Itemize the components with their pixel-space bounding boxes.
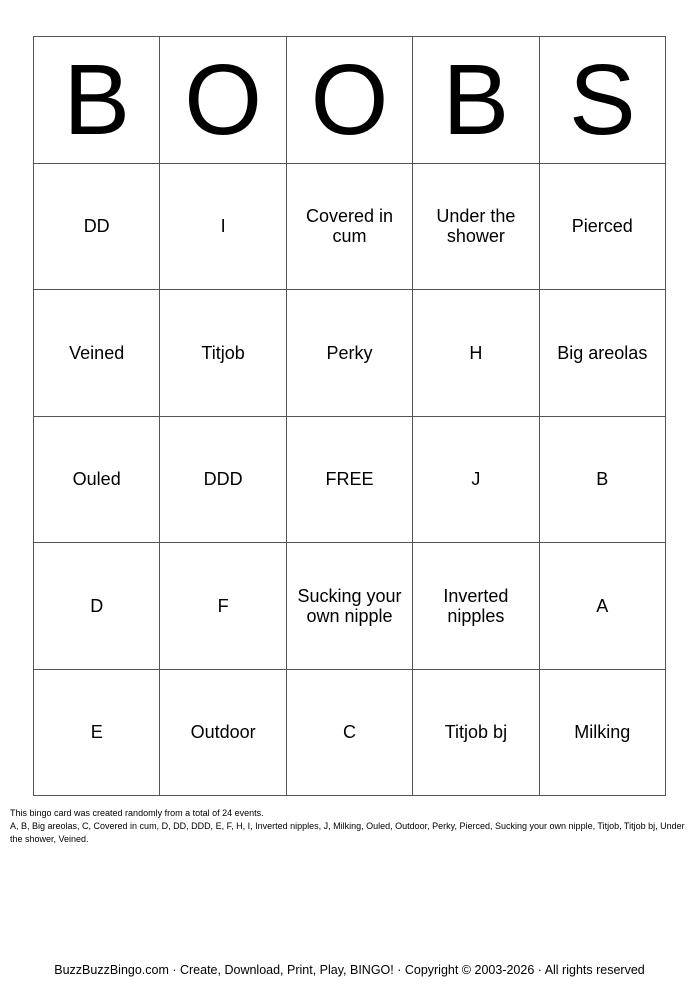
bingo-cell: Milking xyxy=(540,670,666,797)
bingo-cell: D xyxy=(34,543,160,670)
bingo-cell: E xyxy=(34,670,160,797)
header-letter-b: B xyxy=(413,37,539,164)
bingo-cell: Outdoor xyxy=(160,670,286,797)
bingo-cell: J xyxy=(413,417,539,544)
bingo-cell: F xyxy=(160,543,286,670)
bingo-cell: Veined xyxy=(34,290,160,417)
bingo-cell: Inverted nipples xyxy=(413,543,539,670)
bingo-card xyxy=(33,36,666,796)
card-info-summary: This bingo card was created randomly from a total of 24 events. xyxy=(10,808,264,818)
bingo-cell: DDD xyxy=(160,417,286,544)
bingo-cell: Titjob xyxy=(160,290,286,417)
bingo-cell: Covered in cum xyxy=(287,164,413,291)
bingo-cell: C xyxy=(287,670,413,797)
bingo-cell: Perky xyxy=(287,290,413,417)
bingo-cell: A xyxy=(540,543,666,670)
header-letter-o: O xyxy=(160,37,286,164)
bingo-cell: DD xyxy=(34,164,160,291)
bingo-cell: Ouled xyxy=(34,417,160,544)
header-letter-s: S xyxy=(540,37,666,164)
header-letter-o: O xyxy=(287,37,413,164)
card-info-event-list: A, B, Big areolas, C, Covered in cum, D, DD, DDD, E, F, H, I, Inverted nipples, J, Milking, Ouled, Outdoor, Perky, Pierced, Sucking your own nipple, Titjob, Titjob bj, Under the shower, Veined. xyxy=(10,821,685,844)
free-space-cell: FREE xyxy=(287,417,413,544)
bingo-cell: H xyxy=(413,290,539,417)
bingo-cell: Under the shower xyxy=(413,164,539,291)
bingo-cell: Titjob bj xyxy=(413,670,539,797)
bingo-cell: Pierced xyxy=(540,164,666,291)
card-info xyxy=(10,807,685,846)
site-footer: BuzzBuzzBingo.com · Create, Download, Print, Play, BINGO! · Copyright © 2003-2026 · All rights reserved xyxy=(54,963,645,977)
header-letter-b: B xyxy=(34,37,160,164)
bingo-cell: Big areolas xyxy=(540,290,666,417)
bingo-cell: B xyxy=(540,417,666,544)
bingo-cell: I xyxy=(160,164,286,291)
bingo-cell: Sucking your own nipple xyxy=(287,543,413,670)
